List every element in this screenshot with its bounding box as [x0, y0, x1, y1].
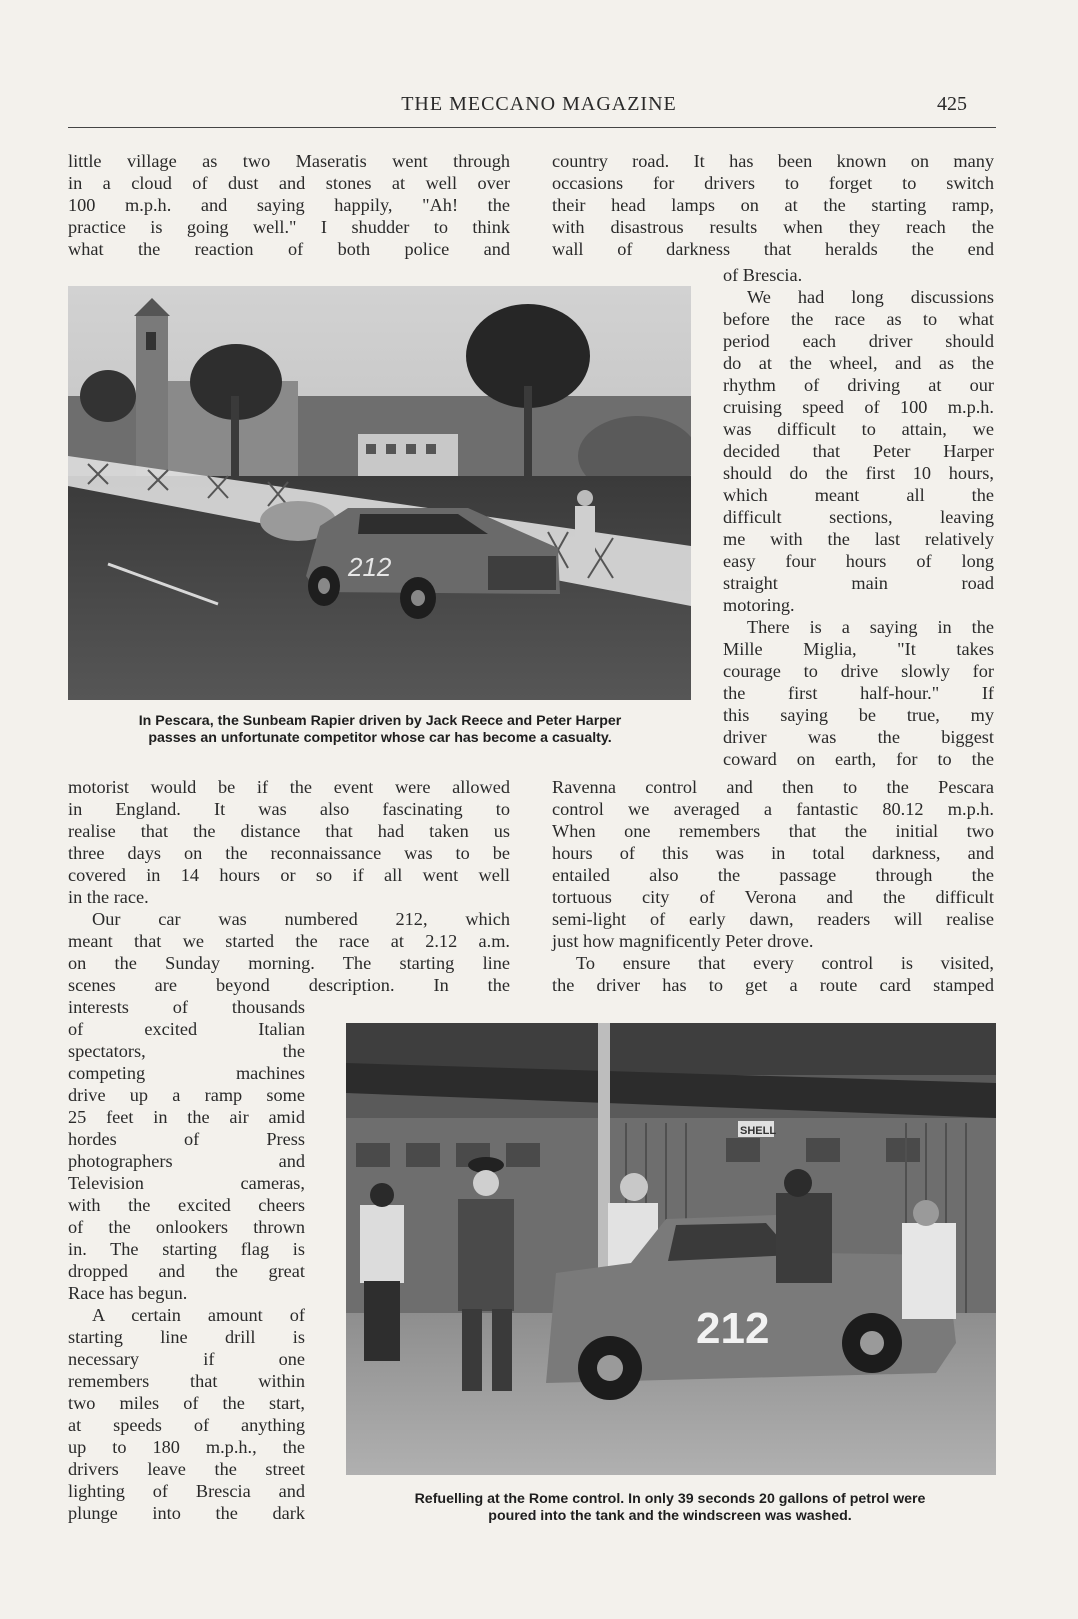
col2-mid-line: tortuous city of Verona and the difficult [552, 887, 994, 907]
narrow-right-line: the first half-hour." If [723, 683, 994, 703]
col1-top-line: what the reaction of both police and [68, 239, 510, 259]
col2-mid-line: the driver has to get a route card stamped [552, 975, 994, 995]
photo2-shell-sign: SHELL [740, 1125, 777, 1137]
col1-mid-line: Our car was numbered 212, which [92, 909, 510, 929]
narrow-right-line: period each driver should [723, 331, 994, 351]
col2-mid-line: When one remembers that the initial two [552, 821, 994, 841]
col1-mid-line: in England. It was also fascinating to [68, 799, 510, 819]
narrow-left-line: with the excited cheers [68, 1195, 305, 1215]
photo2-caption [330, 1491, 1010, 1525]
narrow-left-line: Television cameras, [68, 1173, 305, 1193]
narrow-right-line: We had long discussions [747, 287, 994, 307]
narrow-right-line: difficult sections, leaving [723, 507, 994, 527]
narrow-left-line: of the onlookers thrown [68, 1217, 305, 1237]
photo1-caption-line2: passes an unfortunate competitor whose car has become a casualty. [148, 730, 612, 746]
col1-top-text [68, 150, 510, 260]
narrow-left-line: starting line drill is [68, 1327, 305, 1347]
col2-mid-line: entailed also the passage through the [552, 865, 994, 885]
col2-mid-line: just how magnificently Peter drove. [552, 931, 814, 951]
narrow-left-line: plunge into the dark [68, 1503, 305, 1523]
narrow-right-line: motoring. [723, 595, 795, 615]
photo2-car-number: 212 [696, 1304, 770, 1353]
narrow-right-line: cruising speed of 100 m.p.h. [723, 397, 994, 417]
col2-top-line: with disastrous results when they reach the [552, 217, 994, 237]
col1-mid-line: meant that we started the race at 2.12 a.m. [68, 931, 510, 951]
photo-pescara [68, 286, 691, 700]
narrow-right-line: before the race as to what [723, 309, 994, 329]
col1-mid-line: three days on the reconnaissance was to be [68, 843, 510, 863]
narrow-right-line: driver was the biggest [723, 727, 994, 747]
header-rule [68, 127, 996, 128]
narrow-right-line: should do the first 10 hours, [723, 463, 994, 483]
col1-mid-line: scenes are beyond description. In the [68, 975, 510, 995]
col2-mid-line: hours of this was in total darkness, and [552, 843, 994, 863]
narrow-right-line: courage to drive slowly for [723, 661, 994, 681]
narrow-left-line: A certain amount of [92, 1305, 305, 1325]
narrow-left-line: of excited Italian [68, 1019, 305, 1039]
photo1-caption-line1: In Pescara, the Sunbeam Rapier driven by Jack Reece and Peter Harper [138, 713, 622, 729]
col2-mid-line: control we averaged a fantastic 80.12 m.p.h. [552, 799, 994, 819]
narrow-right-line: was difficult to attain, we [723, 419, 994, 439]
narrow-left-line: in. The starting flag is [68, 1239, 305, 1259]
narrow-right-line: this saying be true, my [723, 705, 994, 725]
col2-top-text [552, 150, 994, 260]
narrow-left-line: two miles of the start, [68, 1393, 305, 1413]
col1-top-line: little village as two Maseratis went through [68, 151, 510, 171]
narrow-left-line: competing machines [68, 1063, 305, 1083]
col2-top-line: wall of darkness that heralds the end [552, 239, 994, 259]
col2-mid-text [552, 776, 994, 996]
col1-mid-line: in the race. [68, 887, 149, 907]
narrow-right-line: decided that Peter Harper [723, 441, 994, 461]
col1-mid-line: covered in 14 hours or so if all went well [68, 865, 510, 885]
col2-top-line: occasions for drivers to forget to switch [552, 173, 994, 193]
narrow-left-line: dropped and the great [68, 1261, 305, 1281]
narrow-right-text [723, 264, 994, 770]
narrow-right-line: There is a saying in the [747, 617, 994, 637]
magazine-title: THE MECCANO MAGAZINE [401, 93, 677, 115]
narrow-right-line: do at the wheel, and as the [723, 353, 994, 373]
col1-mid-line: motorist would be if the event were allowed [68, 777, 510, 797]
narrow-right-line: rhythm of driving at our [723, 375, 994, 395]
narrow-right-line: Mille Miglia, "It takes [723, 639, 994, 659]
col2-mid-line: To ensure that every control is visited, [576, 953, 994, 973]
col1-top-line: 100 m.p.h. and saying happily, "Ah! the [68, 195, 510, 215]
col1-mid-text [68, 776, 510, 996]
photo-rome-control [346, 1023, 996, 1475]
narrow-left-line: at speeds of anything [68, 1415, 305, 1435]
narrow-left-line: hordes of Press [68, 1129, 305, 1149]
narrow-left-line: photographers and [68, 1151, 305, 1171]
narrow-left-line: drivers leave the street [68, 1459, 305, 1479]
narrow-left-line: necessary if one [68, 1349, 305, 1369]
photo2-caption-line1: Refuelling at the Rome control. In only 39 seconds 20 gallons of petrol were [414, 1491, 926, 1507]
photo1-car-number: 212 [348, 552, 392, 582]
narrow-left-line: interests of thousands [68, 997, 305, 1017]
narrow-right-line: which meant all the [723, 485, 994, 505]
narrow-left-text [68, 996, 305, 1524]
narrow-right-line: coward on earth, for to the [723, 749, 994, 769]
narrow-left-line: spectators, the [68, 1041, 305, 1061]
col1-mid-line: realise that the distance that had taken us [68, 821, 510, 841]
col2-top-line: country road. It has been known on many [552, 151, 994, 171]
narrow-right-line: of Brescia. [723, 265, 803, 285]
col2-top-line: their head lamps on at the starting ramp, [552, 195, 994, 215]
photo2-caption-line2: poured into the tank and the windscreen was washed. [488, 1508, 852, 1524]
col2-mid-line: Ravenna control and then to the Pescara [552, 777, 994, 797]
narrow-left-line: 25 feet in the air amid [68, 1107, 305, 1127]
page-number: 425 [937, 93, 967, 115]
narrow-left-line: drive up a ramp some [68, 1085, 305, 1105]
narrow-right-line: straight main road [723, 573, 994, 593]
narrow-left-line: up to 180 m.p.h., the [68, 1437, 305, 1457]
col1-top-line: practice is going well." I shudder to think [68, 217, 510, 237]
narrow-left-line: lighting of Brescia and [68, 1481, 305, 1501]
col1-mid-line: on the Sunday morning. The starting line [68, 953, 510, 973]
narrow-left-line: Race has begun. [68, 1283, 188, 1303]
narrow-right-line: easy four hours of long [723, 551, 994, 571]
col2-mid-line: semi-light of early dawn, readers will realise [552, 909, 994, 929]
narrow-right-line: me with the last relatively [723, 529, 994, 549]
col1-top-line: in a cloud of dust and stones at well over [68, 173, 510, 193]
photo1-caption [60, 713, 700, 747]
narrow-left-line: remembers that within [68, 1371, 305, 1391]
